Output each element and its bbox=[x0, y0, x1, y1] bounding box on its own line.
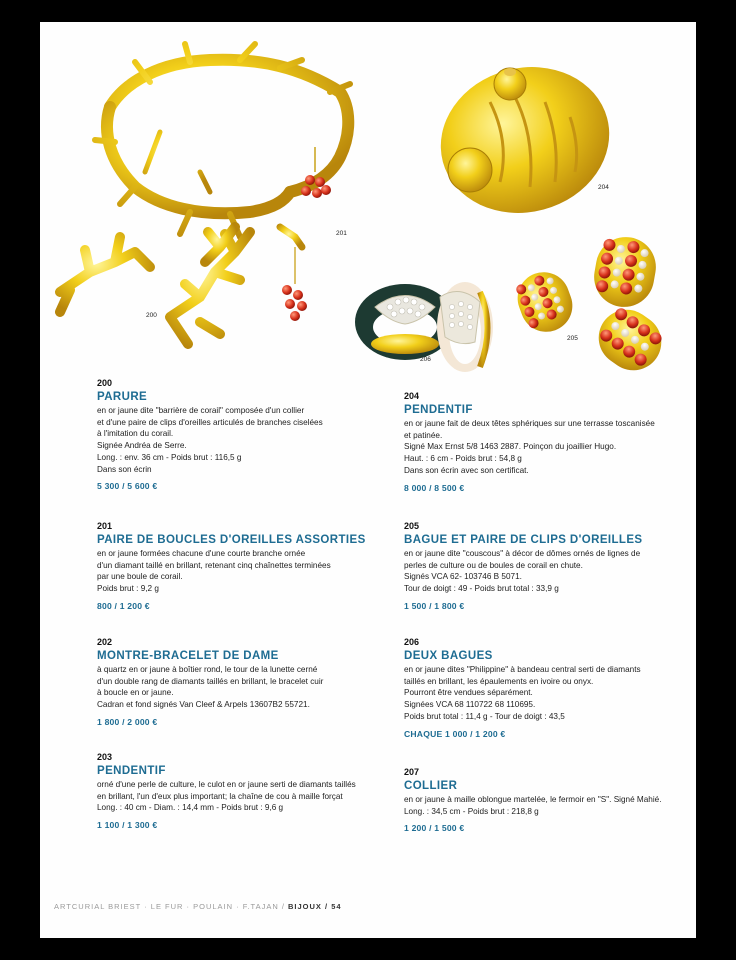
lot-title: PARURE bbox=[97, 391, 148, 403]
lot-description: en or jaune dite "barrière de corail" composée d'un collier et d'une paire de clips d'oreilles articulés de branches ciselées à l'imitation du corail. Signée Andréa de Serre. Long. : env. 36 cm - Poids brut : 116,5 g Dans son écrin bbox=[97, 406, 323, 474]
lot-number: 204 bbox=[404, 391, 420, 401]
photo-label-204: 204 bbox=[598, 184, 609, 191]
lot-estimate: 1 100 / 1 300 € bbox=[97, 820, 158, 831]
lot-estimate: 800 / 1 200 € bbox=[97, 600, 150, 611]
catalog-page bbox=[40, 22, 696, 938]
lot-estimate: CHAQUE 1 000 / 1 200 € bbox=[404, 728, 506, 739]
lot-number: 207 bbox=[404, 767, 420, 777]
lot-estimate: 1 200 / 1 500 € bbox=[404, 823, 465, 834]
lot-title: DEUX BAGUES bbox=[404, 650, 493, 662]
lot-204 bbox=[404, 391, 655, 493]
lot-description: à quartz en or jaune à boîtier rond, le tour de la lunette cerné d'un double rang de diamants taillés en brillant, le bracelet cuir à boucle en or jaune. Cadran et fond signés Van Cleef & Arpels 13607B2 55721. bbox=[97, 665, 324, 710]
lot-title: BAGUE ET PAIRE DE CLIPS D'OREILLES bbox=[404, 534, 643, 546]
lot-201 bbox=[97, 521, 366, 611]
coral-necklace-image bbox=[95, 44, 350, 237]
lot-number: 206 bbox=[404, 637, 420, 647]
lot-205 bbox=[404, 521, 642, 611]
lot-description: en or jaune à maille oblongue martelée, le fermoir en "S". Signé Mahié. Long. : 34,5 cm - Poids brut : 218,8 g bbox=[404, 795, 662, 816]
lot-number: 203 bbox=[97, 752, 113, 762]
photo-label-201: 201 bbox=[336, 230, 347, 237]
page-footer bbox=[54, 902, 342, 911]
lot-description: en or jaune formées chacune d'une courte branche ornée d'un diamant taillé en brillant, retenant cinq chaînettes terminées par une boule de corail. Poids brut : 9,2 g bbox=[97, 549, 331, 594]
lot-number: 201 bbox=[97, 521, 113, 531]
lot-200 bbox=[97, 378, 323, 491]
lot-description: orné d'une perle de culture, le culot en or jaune serti de diamants taillés en brillant, l'un d'eux plus important; la chaîne de cou à maille forçat Long. : 40 cm - Diam. : 14,4 mm - Poids brut : 9,6 g bbox=[97, 780, 356, 813]
lot-203 bbox=[97, 752, 356, 830]
lot-number: 205 bbox=[404, 521, 420, 531]
photo-label-205: 205 bbox=[567, 335, 578, 342]
lot-title: PENDENTIF bbox=[97, 765, 166, 777]
lot-description: en or jaune fait de deux têtes sphériques sur une terrasse toscanisée et patinée. Signé Max Ernst 5/8 1463 2887. Poinçon du joaillier Hugo. Haut. : 6 cm - Poids brut : 54,8 g Dans son écrin avec son certificat. bbox=[404, 419, 655, 475]
photo-label-206: 206 bbox=[420, 356, 431, 363]
lot-estimate: 1 800 / 2 000 € bbox=[97, 716, 158, 727]
coral-clips-image bbox=[60, 227, 250, 344]
photo-label-200: 200 bbox=[146, 312, 157, 319]
lot-202 bbox=[97, 637, 323, 727]
lot-title: PENDENTIF bbox=[404, 404, 473, 416]
lot-number: 200 bbox=[97, 378, 113, 388]
footer-section-page: BIJOUX / 54 bbox=[288, 902, 342, 911]
footer-publisher: ARTCURIAL BRIEST · LE FUR · POULAIN · F.TAJAN / bbox=[54, 902, 285, 911]
gold-pendant-image bbox=[424, 48, 625, 231]
lot-estimate: 8 000 / 8 500 € bbox=[404, 482, 465, 493]
lot-title: COLLIER bbox=[404, 780, 458, 792]
lot-estimate: 5 300 / 5 600 € bbox=[97, 481, 158, 492]
lot-title: PAIRE DE BOUCLES D'OREILLES ASSORTIES bbox=[97, 534, 366, 546]
coral-earring-image bbox=[280, 227, 307, 321]
lot-title: MONTRE-BRACELET DE DAME bbox=[97, 650, 279, 662]
jewelry-photograph bbox=[40, 22, 696, 382]
lot-207 bbox=[404, 767, 662, 833]
lot-206 bbox=[404, 637, 641, 739]
lot-number: 202 bbox=[97, 637, 113, 647]
lot-description: en or jaune dites "Philippine" à bandeau central serti de diamants taillés en brillant, les épaulements en ivoire ou onyx. Pourront être vendues séparément. Signées VCA 68 110722 68 110695. Poids brut total : 11,4 g - Tour de doigt : 43,5 bbox=[404, 665, 641, 721]
lot-estimate: 1 500 / 1 800 € bbox=[404, 600, 465, 611]
coral-pearl-jewels-image bbox=[510, 232, 672, 381]
lot-description: en or jaune dite "couscous" à décor de dômes ornés de lignes de perles de culture ou de boules de corail en chute. Signés VCA 62- 103746 B 5071. Tour de doigt : 49 - Poids brut total : 33,9 g bbox=[404, 549, 641, 594]
